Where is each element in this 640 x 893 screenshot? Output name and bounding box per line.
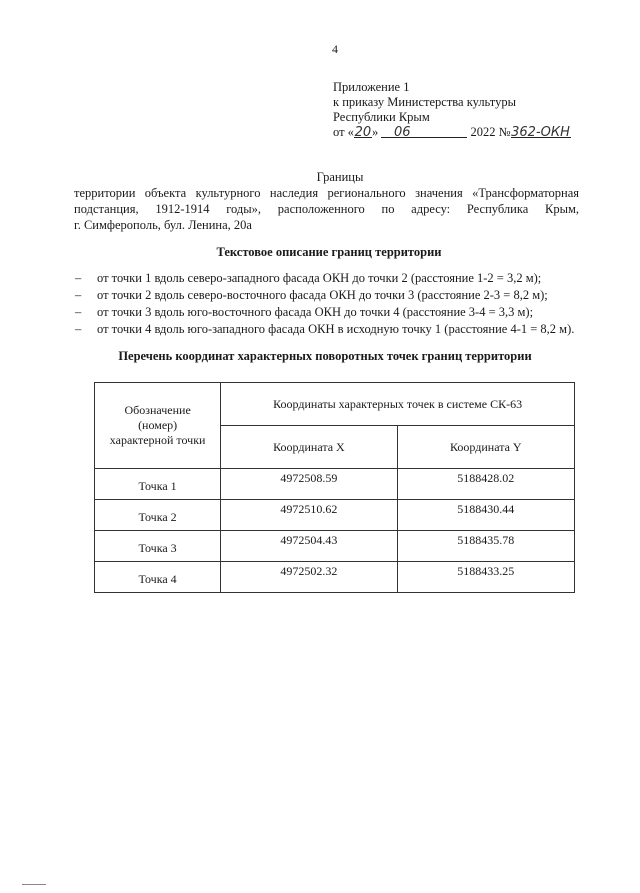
footer-mark [22,884,46,885]
coordinate-system-header: Координаты характерных точек в системе СК-63 [221,383,575,426]
list-item-text: от точки 3 вдоль юго-восточного фасада ОКН до точки 4 (расстояние 3-4 = 3,3 м); [97,305,534,319]
coordinate-y-value: 5188433.25 [397,562,574,593]
point-label: Точка 1 [95,469,221,500]
coordinate-y-value: 5188428.02 [397,469,574,500]
year-text: 2022 № [470,125,511,139]
list-dash: – [75,305,82,319]
list-item-text: от точки 4 вдоль юго-западного фасада ОКН в исходную точку 1 (расстояние 4-1 = 8,2 м). [97,322,575,336]
month-field [381,125,467,138]
coordinates-table [94,382,575,593]
list-item-text: от точки 2 вдоль северо-восточного фасада ОКН до точки 3 (расстояние 2-3 = 8,2 м); [97,288,548,302]
list-item [75,270,574,287]
table-row [95,531,575,562]
list-item [75,304,574,321]
description-line: территории объекта культурного наследия регионального значения «Трансформаторная [74,186,579,200]
order-number-field [511,125,571,138]
appendix-block [333,80,571,140]
object-description [74,185,579,233]
coordinate-x-value: 4972508.59 [221,469,397,500]
list-item [75,321,574,338]
description-line: г. Симферополь, бул. Ленина, 20а [74,218,252,232]
coordinate-x-value: 4972504.43 [221,531,397,562]
appendix-line-2: к приказу Министерства культуры [333,95,516,109]
point-label: Точка 3 [95,531,221,562]
point-designation-header [95,383,221,469]
point-label: Точка 4 [95,562,221,593]
document-title: Границы [316,170,364,184]
day-field [354,125,372,138]
header-line: Обозначение [124,403,191,417]
list-dash: – [75,288,82,302]
list-item [75,287,574,304]
header-line: (номер) [138,418,178,432]
description-line: подстанция, 1912-1914 годы», расположенного по адресу: Республика Крым, [74,202,579,216]
from-prefix: от « [333,125,354,139]
boundary-list [75,270,574,338]
table-row [95,469,575,500]
table-row [95,500,575,531]
day-handwritten: 20 [354,125,372,140]
month-handwritten: 06 [394,125,411,140]
list-dash: – [75,271,82,285]
quote-close: » [371,125,379,139]
coordinate-x-value: 4972510.62 [221,500,397,531]
page-number: 4 [332,42,338,56]
coordinate-y-value: 5188435.78 [397,531,574,562]
coordinate-y-value: 5188430.44 [397,500,574,531]
list-item-text: от точки 1 вдоль северо-западного фасада ОКН до точки 2 (расстояние 1-2 = 3,2 м); [97,271,542,285]
list-dash: – [75,322,82,336]
appendix-line-1: Приложение 1 [333,80,410,94]
table-row [95,562,575,593]
coordinate-x-header: Координата X [221,426,397,469]
text-description-heading: Текстовое описание границ территории [216,245,442,259]
coordinate-x-value: 4972502.32 [221,562,397,593]
header-line: характерной точки [109,433,206,447]
appendix-date-line [333,125,571,140]
coordinate-y-header: Координата Y [397,426,574,469]
appendix-line-3: Республики Крым [333,110,430,124]
coordinates-table-heading: Перечень координат характерных поворотных точек границ территории [118,349,532,363]
order-number-handwritten: 362-ОКН [511,125,570,140]
point-label: Точка 2 [95,500,221,531]
